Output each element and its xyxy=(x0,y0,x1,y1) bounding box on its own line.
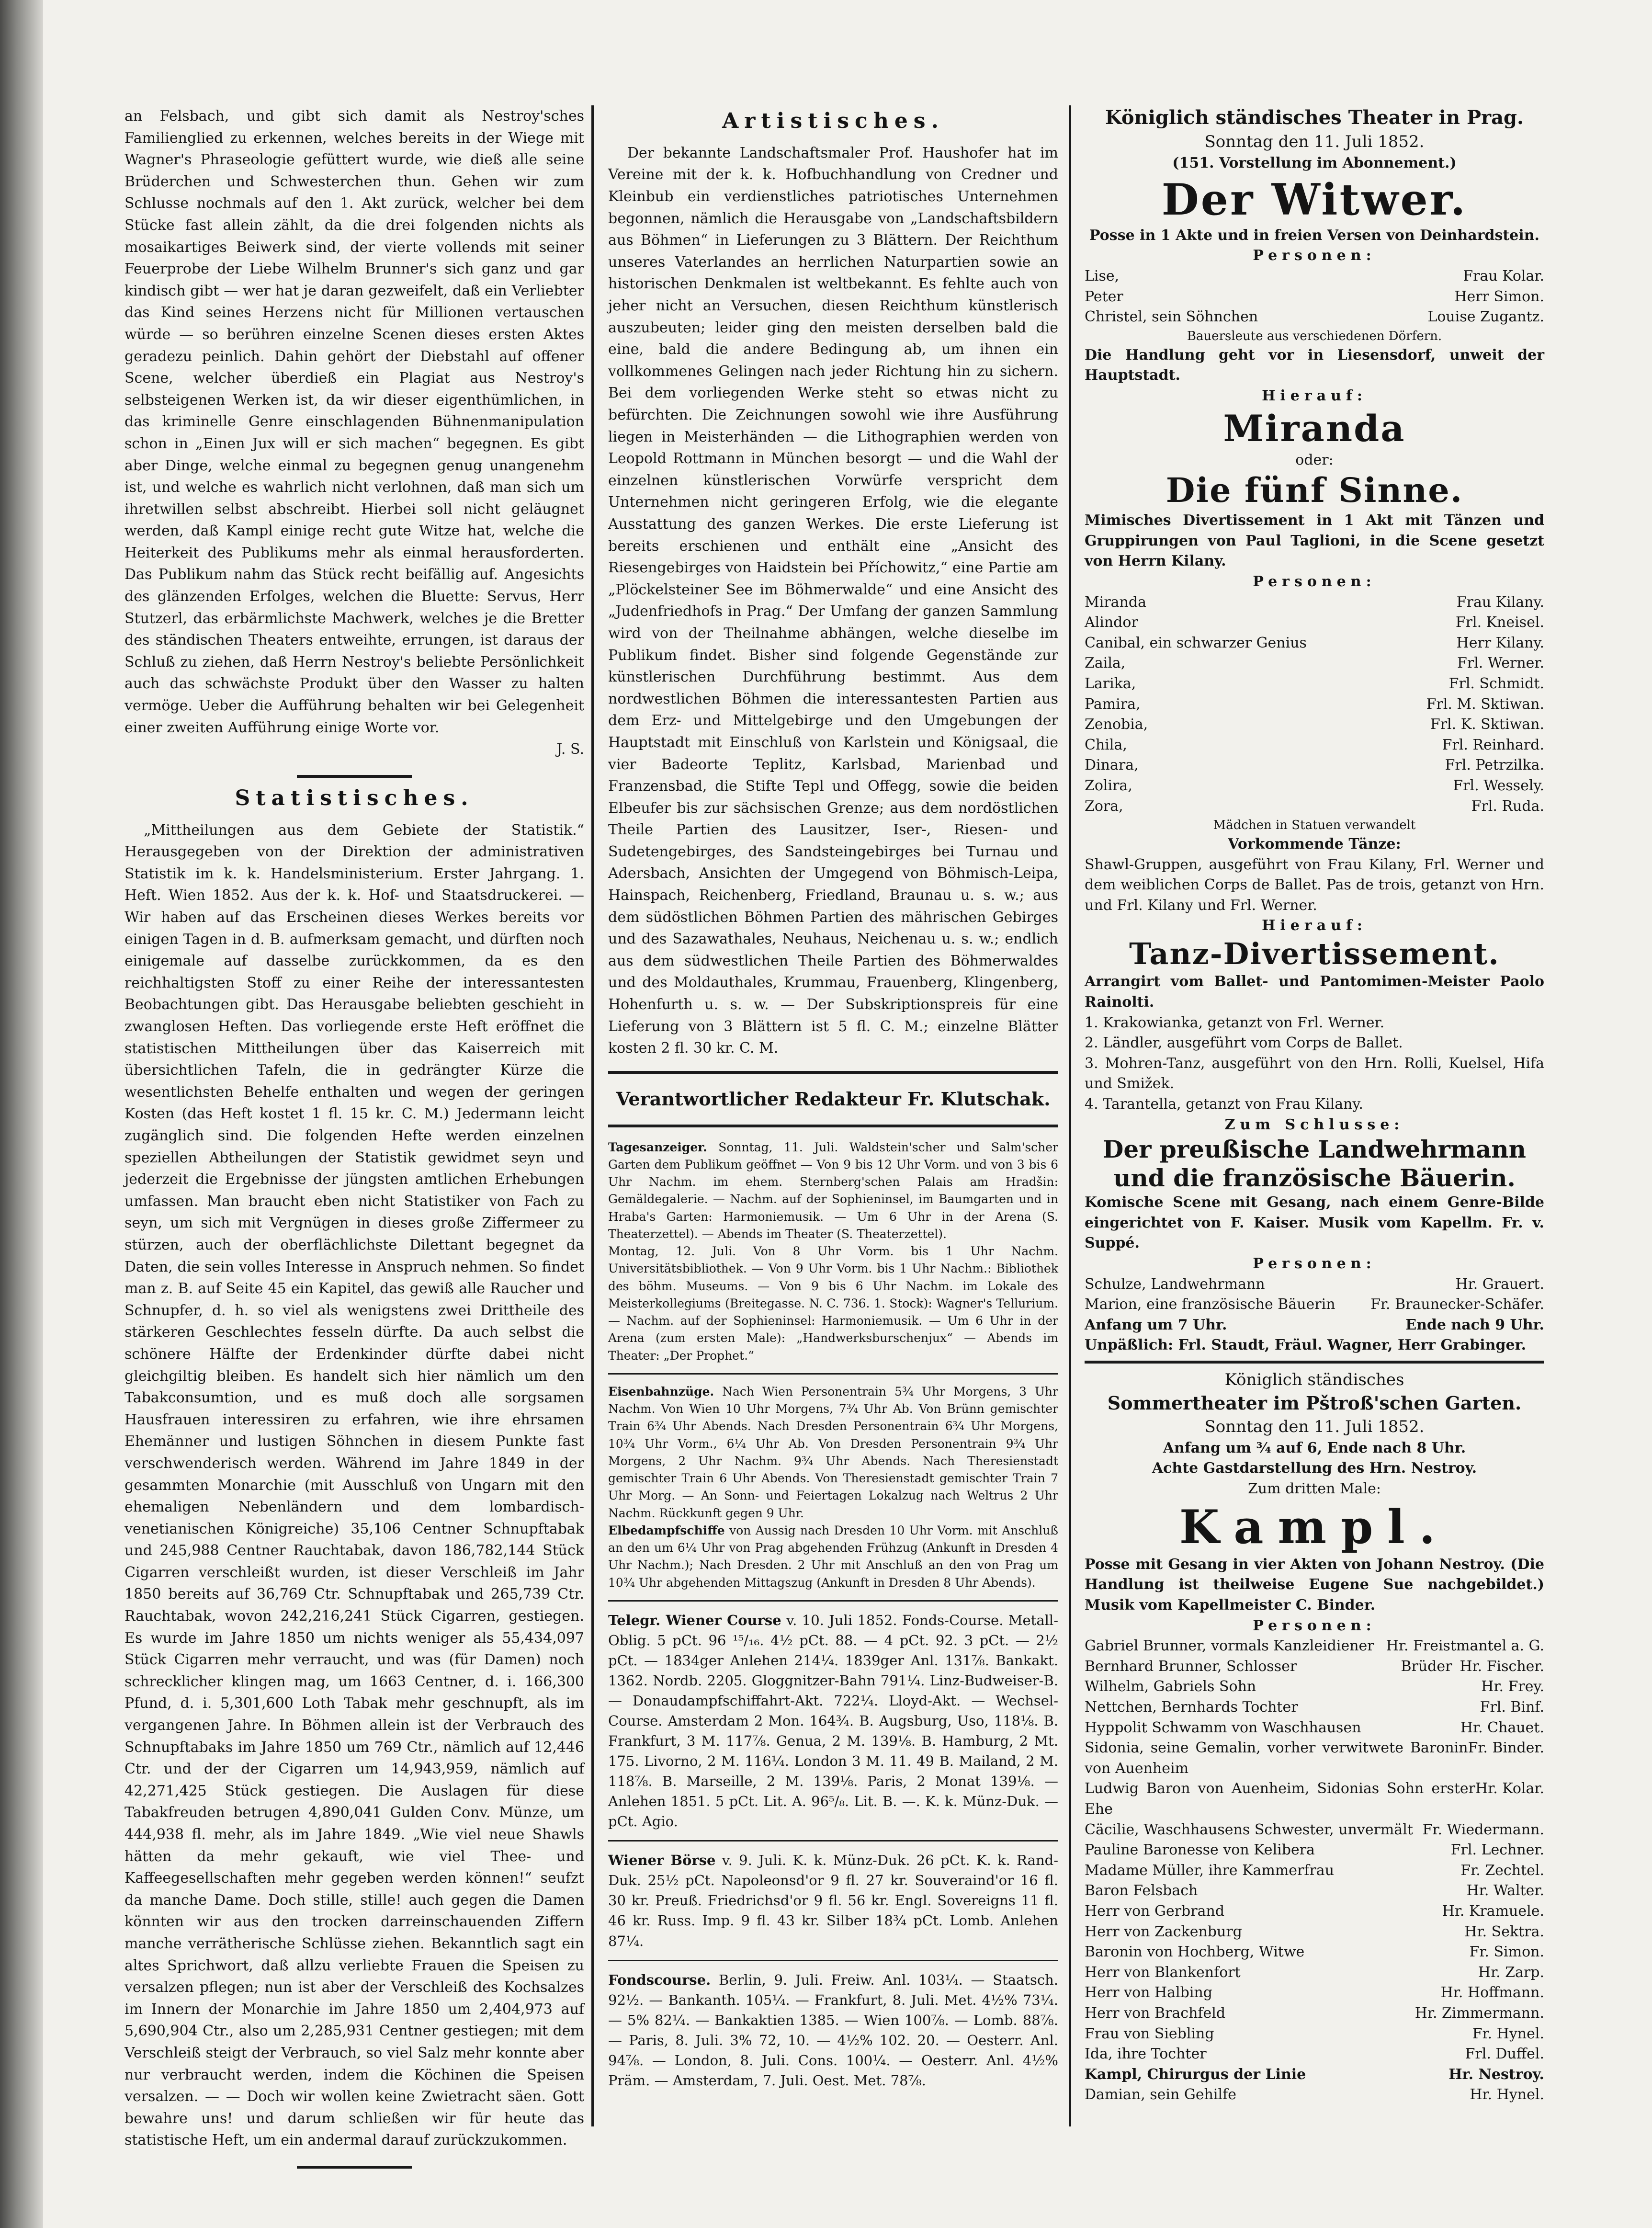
role: Frau von Siebling xyxy=(1085,2025,1214,2042)
cast-row xyxy=(1085,1295,1544,1315)
play-title-kampl: Kampl. xyxy=(1179,1500,1450,1554)
actor: Frau Kilany. xyxy=(1456,593,1544,611)
play-subtitle: Posse in 1 Akte und in freien Versen von Deinhardstein. xyxy=(1089,227,1539,244)
actor: Hr. Kolar. xyxy=(1475,1780,1544,1797)
role: Baronin von Hochberg, Witwe xyxy=(1085,1944,1305,1961)
cast-row xyxy=(1085,613,1544,633)
role: Miranda xyxy=(1085,593,1146,611)
role: Zora, xyxy=(1085,797,1123,815)
role: Hyppolit Schwamm von Waschhausen xyxy=(1085,1719,1361,1736)
cast-row xyxy=(1085,796,1544,817)
book-spine-shadow xyxy=(0,0,43,2228)
section-title-artistik: Artistisches. xyxy=(722,109,944,133)
divider xyxy=(1085,1361,1544,1364)
cast-row xyxy=(1085,2065,1544,2085)
role: Baron Felsbach xyxy=(1085,1882,1198,1899)
cast-row xyxy=(1085,1901,1544,1922)
cast-row xyxy=(1085,755,1544,776)
actor: Hr. Chauet. xyxy=(1460,1719,1544,1736)
play-title-landwehrmann: Der preußische Landwehrmann und die französische Bäuerin. xyxy=(1103,1135,1526,1193)
actor: Hr. Frey. xyxy=(1481,1678,1544,1695)
actor: Hr. Nestroy. xyxy=(1448,2066,1544,2083)
divider xyxy=(608,1125,1058,1127)
wiener-course xyxy=(608,1610,1058,1832)
role: Larika, xyxy=(1085,675,1136,693)
hierauf-label: Hierauf: xyxy=(1262,917,1367,934)
wiener-course-text: v. 10. Juli 1852. Fonds-Course. Metall-Oblig. 5 pCt. 96 ¹⁵/₁₆. 4½ pCt. 88. — 4 pCt. 92. 3 pCt. — 2½ pCt. — 1834ger Anlehen 214¼. 1839ger Anl. 131⅞. Bankakt. 1362. Nordb. 2205. Gloggnitzer-Bahn 791¼. Linz-Budweiser-B. — Donaudampfschiffahrt-Akt. 722¼. Lloyd-Akt. — Wechsel-Course. Amsterdam 2 Mon. 164¾. B. Augsburg, Uso, 118⅛. B. Frankfurt, 3 M. 117⅞. Genua, 2 M. 139⅛. B. Hamburg, 2 Mt. 175. Livorno, 2 M. 116¼. London 3 M. 11. 49 B. Mailand, 2 M. 118⅞. B. Marseille, 2 M. 139⅛. Paris, 2 Monat 139⅛. — Anlehen 1851. 5 pCt. Lit. A. 96⁵/₈. Lit. B. —. K. k. Münz-Duk. — pCt. Agio. xyxy=(608,1612,1058,1830)
actor: Hr. Hynel. xyxy=(1470,2086,1544,2103)
role: Cäcilie, Waschhausens Schwester, unvermält xyxy=(1085,1821,1413,1838)
fondscourse-text: Berlin, 9. Juli. Freiw. Anl. 103¼. — Staatsch. 92½. — Bankanth. 105¼. — Frankfurt, 8. Juli. Met. 4½% 73¼. — 5% 82¼. — Bankaktien 1385. — Wien 100⅞. — Lomb. 88⅞. — Paris, 8. Juli. 3% 72, 10. — 4½% 102. 20. — Oesterr. Anl. 94⅞. — London, 8. Juli. Cons. 100¼. — Oesterr. Anl. 4½% Präm. — Amsterdam, 7. Juli. Oest. Met. 78⅞. xyxy=(608,1971,1058,2089)
role: Damian, sein Gehilfe xyxy=(1085,2086,1236,2103)
play-subtitle: Komische Scene mit Gesang, nach einem Genre-Bilde eingerichtet von F. Kaiser. Musik vom Kapellm. Fr. v. Suppé. xyxy=(1085,1194,1544,1252)
column-right xyxy=(1085,105,1544,2105)
role: Peter xyxy=(1085,288,1123,305)
column-left xyxy=(124,105,584,2173)
divider xyxy=(608,1373,1058,1375)
cast-heading: Personen: xyxy=(1253,573,1376,591)
role: Chila, xyxy=(1085,736,1127,753)
role: Ludwig Baron von Auenheim, Sidonias Sohn erster Ehe xyxy=(1085,1780,1475,1818)
play-subtitle: Arrangirt vom Ballet- und Pantomimen-Meister Paolo Rainolti. xyxy=(1085,973,1544,1011)
divider xyxy=(608,1071,1058,1074)
actor: Fr. Binder. xyxy=(1468,1739,1544,1757)
cast-note: Bauersleute aus verschiedenen Dörfern. xyxy=(1187,329,1442,343)
montag-text: Montag, 12. Juli. Von 8 Uhr Vorm. bis 1 Uhr Nachm. Universitätsbibliothek. — Von 9 Uhr Vorm. bis 1 Uhr Nachm.: Bibliothek des böhm. Museums. — Von 9 bis 6 Uhr Nachm. im Lokale des Meisterkollegiums (Breitegasse. N. C. 736. 1. Stock): Wagner's Tellurium. — Nachm. auf der Sophieninsel: Harmoniemusik. — Um 6 Uhr in der Arena (zum ersten Male): „Handwerksburschenjux“ — Abends im Theater: „Der Prophet.“ xyxy=(608,1244,1058,1363)
dances-text: Shawl-Gruppen, ausgeführt von Frau Kilany, Frl. Werner und dem weiblichen Corps de Ballet. Pas de trois, getanzt von Hrn. und Frl. Kilany und Frl. Werner. xyxy=(1085,856,1544,914)
actor: Frau Kolar. xyxy=(1463,268,1544,285)
role: Pamira, xyxy=(1085,695,1141,713)
cast-heading: Personen: xyxy=(1253,1255,1376,1272)
role: Ida, ihre Tochter xyxy=(1085,2046,1207,2063)
column-rule-1 xyxy=(591,105,594,2126)
tagesanzeiger xyxy=(608,1139,1058,1243)
role: Madame Müller, ihre Kammerfrau xyxy=(1085,1862,1335,1879)
role: Herr von Halbing xyxy=(1085,1984,1212,2001)
fondscourse-lead: Fondscourse. xyxy=(608,1971,711,1988)
role: Pauline Baronesse von Kelibera xyxy=(1085,1842,1315,1859)
actor: Fr. Braunecker-Schäfer. xyxy=(1370,1296,1544,1313)
role: Dinara, xyxy=(1085,757,1139,774)
actor: Herr Simon. xyxy=(1454,288,1544,305)
actor: Fr. Simon. xyxy=(1469,1944,1544,1961)
role: Gabriel Brunner, vormals Kanzleidiener xyxy=(1085,1637,1374,1655)
cast-row xyxy=(1085,1840,1544,1861)
dance-item: 1. Krakowianka, getanzt von Frl. Werner. xyxy=(1085,1014,1385,1031)
wiener-boerse xyxy=(608,1850,1058,1951)
actor: Frl. Schmidt. xyxy=(1448,675,1544,693)
cast-row xyxy=(1085,1922,1544,1943)
actor: Hr. Walter. xyxy=(1466,1882,1544,1899)
role: Christel, sein Söhnchen xyxy=(1085,308,1258,326)
cast-heading: Personen: xyxy=(1253,247,1376,264)
actor: Louise Zugantz. xyxy=(1427,308,1544,326)
role: Wilhelm, Gabriels Sohn xyxy=(1085,1678,1256,1695)
actor: Hr. Sektra. xyxy=(1464,1923,1544,1940)
cast-row xyxy=(1085,1881,1544,1901)
actor: Frl. Ruda. xyxy=(1471,797,1544,815)
wiener-boerse-text: v. 9. Juli. K. k. Münz-Duk. 26 pCt. K. k. Rand-Duk. 25½ pCt. Napoleonsd'or 9 fl. 27 kr. Souveraind'or 16 fl. 30 kr. Preuß. Friedrichsd'or 9 fl. 56 kr. Engl. Sovereigns 11 fl. 46 kr. Russ. Imp. 9 fl. 43 kr. Silber 18¾ pCt. Lomb. Anlehen 87¼. xyxy=(608,1852,1059,1949)
start-time: Anfang um 7 Uhr. xyxy=(1085,1316,1227,1333)
abonnement-note: (151. Vorstellung im Abonnement.) xyxy=(1172,155,1457,172)
cast-note: Mädchen in Statuen verwandelt xyxy=(1213,818,1416,833)
cast-row xyxy=(1085,1779,1544,1819)
column-middle xyxy=(608,105,1058,2091)
tagesanzeiger-lead: Tagesanzeiger. xyxy=(608,1140,707,1154)
role: Zenobia, xyxy=(1085,716,1148,733)
review-signature: J. S. xyxy=(556,741,584,758)
cast-row xyxy=(1085,592,1544,613)
guest-note: Achte Gastdarstellung des Hrn. Nestroy. xyxy=(1152,1460,1477,1477)
review-paragraph: an Felsbach, und gibt sich damit als Nestroy'sches Familienglied zu erkennen, welches bereits in der Wiege mit Wagner's Phraseologie gefüttert wurde, wie dieß alle seine Brüderchen und Schwesterchen thun. Gehen wir zum Schlusse nochmals auf den 1. Akt zurück, welcher bei dem Stücke fast allein zählt, da die drei folgenden nichts als mosaikartiges Beiwerk sind, der vierte vollends mit seiner Feuerprobe der Liebe Wilhelm Brunner's sich ganz und gar kindisch gibt — wer hat je daran gezweifelt, daß ein Verliebter das Kind seines Herzens nicht für Millionen vertauschen würde — so berühren einzelne Scenen dieses ersten Aktes geradezu peinlich. Dahin gehört der Diebstahl auf offener Scene, welcher überdieß ein Plagiat aus Nestroy's selbsteigenen Werken ist, da wir dieser eigenthümlichen, in das kriminelle Genre einschlagenden Bühnenmanipulation schon in „Einen Jux will er sich machen“ begegnen. Es gibt aber Dinge, welche einmal zu begegnen genug unangenehm ist, und welche es wahrlich nicht verlohnen, daß man sich um ihretwillen selbst abschreibt. Hierbei soll nicht geläugnet werden, daß Kampl einige recht gute Witze hat, welche die Heiterkeit des Publikums mehr als einmal herausforderten. Das Publikum nahm das Stück recht beifällig auf. Angesichts des glänzenden Erfolges, welchen die Bluette: Servus, Herr Stutzerl, das erbärmlichste Machwerk, welches je die Bretter des ständischen Theaters entweihte, errungen, ist daraus der Schluß zu ziehen, daß Herrn Nestroy's beliebte Persönlichkeit auch das schwächste Produkt über den Wasser zu halten vermöge. Ueber die Aufführung behalten wir bei Gelegenheit einer zweiten Aufführung einige Worte vor. xyxy=(124,108,584,736)
schluss-label: Zum Schlusse: xyxy=(1224,1116,1404,1133)
dance-item: 2. Ländler, ausgeführt vom Corps de Ballet. xyxy=(1085,1034,1403,1052)
actor: Hr. Freistmantel a. G. xyxy=(1386,1637,1544,1655)
elbe-lead: Elbedampfschiffe xyxy=(608,1523,725,1537)
oder-label: oder: xyxy=(1295,451,1334,468)
actor: Frl. Wessely. xyxy=(1453,777,1544,795)
eisenbahn-lead: Eisenbahnzüge. xyxy=(608,1384,714,1398)
role: Herr von Zackenburg xyxy=(1085,1923,1242,1940)
actor: Hr. Fischer. xyxy=(1460,1658,1544,1675)
cast-row xyxy=(1085,1697,1544,1718)
actor: Herr Kilany. xyxy=(1456,634,1544,651)
tagesanzeiger-text: Sonntag, 11. Juli. Waldstein'scher und Salm'scher Garten dem Publikum geöffnet — Von 9 bis 12 Uhr Vorm. und von 3 bis 6 Uhr Nachm. im ehem. Sternberg'schen Palais am Hradšin: Gemäldegalerie. — Nachm. auf der Sophieninsel, im Baumgarten und in Hraba's Garten: Harmoniemusik. — Um 6 Uhr in der Arena (S. Theaterzettel). — Abends im Theater (S. Theaterzettel). xyxy=(608,1140,1058,1241)
role: Marion, eine französische Bäuerin xyxy=(1085,1296,1335,1313)
dances-heading: Vorkommende Tänze: xyxy=(1228,836,1401,853)
elbe xyxy=(608,1522,1058,1591)
third-time-note: Zum dritten Male: xyxy=(1247,1480,1381,1498)
actor: Fr. Hynel. xyxy=(1472,2025,1544,2042)
actor: Hr. Zimmermann. xyxy=(1414,2004,1544,2022)
divider xyxy=(608,1840,1058,1842)
time-row xyxy=(1085,1315,1544,1336)
performance-date: Sonntag den 11. Juli 1852. xyxy=(1204,132,1425,151)
section-title-statistik: Statistisches. xyxy=(235,785,474,810)
cast-row xyxy=(1085,715,1544,735)
cast-row xyxy=(1085,674,1544,694)
actor: Fr. Wiedermann. xyxy=(1422,1821,1544,1838)
play-title-sinne: Die fünf Sinne. xyxy=(1165,470,1463,511)
wiener-boerse-lead: Wiener Börse xyxy=(608,1852,716,1869)
cast-heading: Personen: xyxy=(1253,1617,1376,1634)
cast-row xyxy=(1085,287,1544,307)
actor: Frl. Petrzilka. xyxy=(1445,757,1544,774)
role: Herr von Brachfeld xyxy=(1085,2004,1226,2022)
hierauf-label: Hierauf: xyxy=(1262,387,1367,404)
actor: Frl. Werner. xyxy=(1457,655,1544,672)
cast-row xyxy=(1085,1274,1544,1295)
actor: Hr. Hoffmann. xyxy=(1440,1984,1544,2001)
role: Sidonia, seine Gemalin, vorher verwitwete Baronin von Auenheim xyxy=(1085,1739,1468,1777)
role: Nettchen, Bernhards Tochter xyxy=(1085,1699,1298,1716)
cast-row xyxy=(1085,1861,1544,1881)
notices xyxy=(608,1139,1058,2091)
actor: Frl. Lechner. xyxy=(1450,1842,1544,1859)
role: Alindor xyxy=(1085,614,1138,631)
actor: Frl. Reinhard. xyxy=(1442,736,1544,753)
cast-row xyxy=(1085,1942,1544,1963)
performance-date: Sonntag den 11. Juli 1852. xyxy=(1204,1417,1425,1436)
section-end-rule xyxy=(297,2166,412,2169)
play-subtitle: Mimisches Divertissement in 1 Akt mit Tänzen und Gruppirungen von Paul Taglioni, in die Scene gesetzt von Herrn Kilany. xyxy=(1085,512,1544,570)
cast-row xyxy=(1085,633,1544,654)
cast-row xyxy=(1085,1718,1544,1739)
role: Lise, xyxy=(1085,268,1120,285)
cast-row xyxy=(1085,1657,1544,1677)
role: Zaila, xyxy=(1085,655,1126,672)
actor: Fr. Zechtel. xyxy=(1460,1862,1544,1879)
fondscourse xyxy=(608,1970,1058,2091)
cast-row xyxy=(1085,776,1544,796)
cast-row xyxy=(1085,1820,1544,1841)
role: Herr von Blankenfort xyxy=(1085,1964,1241,1981)
theater-name: Königlich ständisches Theater in Prag. xyxy=(1105,106,1524,129)
play-title-witwer: Der Witwer. xyxy=(1161,174,1468,225)
play-subtitle: Posse mit Gesang in vier Akten von Johann Nestroy. (Die Handlung ist theilweise Eugene Sue nachgebildet.) Musik vom Kapellmeister C. Binder. xyxy=(1085,1556,1544,1614)
statistik-paragraph: „Mittheilungen aus dem Gebiete der Statistik.“ Herausgegeben von der Direktion der administrativen Statistik im k. k. Handelsministerium. Erster Jahrgang. 1. Heft. Wien 1852. Aus der k. k. Hof- und Staatsdruckerei. — Wir haben auf das Erscheinen dieses Werkes bereits vor einigen Tagen in d. B. aufmerksam gemacht, und dürften noch einigemale auf dasselbe zurückkommen, da es den reichhaltigsten Stoff zu einer Reihe der interessantesten Beobachtungen gibt. Das Herausgabe beliebten geschieht in zwanglosen Heften. Das vorliegende erste Heft eröffnet die statistischen Mittheilungen über das Kaiserreich mit übersichtlichen Tafeln, die in gedrängter Kürze die wesentlichsten Behelfe enthalten und wegen der geringen Kosten (das Heft kostet 1 fl. 15 kr. C. M.) Jedermann leicht zugänglich sind. Die folgenden Hefte werden einzelnen speziellen Abtheilungen der Statistik gewidmet seyn und jederzeit die Ergebnisse der jüngsten amtlichen Erhebungen umfassen. Man braucht eben nicht Statistiker von Fach zu seyn, um sich mit Vergnügen in dieses große Ziffermeer zu stürzen, auch der oberflächlichste Dilettant begegnet da Daten, die sein volles Interesse in Anspruch nehmen. So findet man z. B. auf Seite 45 ein Kapitel, das gewiß alle Raucher und Schnupfer, d. h. so viel als wenigstens zwei Drittheile des stärkeren Geschlechtes fesseln dürfte. Da auch selbst die schönere Hälfte der Erdenkinder dürfte dabei nicht gleichgiltig bleiben. Es handelt sich hier nämlich um den Tabakconsumtion, und es muß doch alle sorgsamen Hausfrauen interessiren zu erfahren, wie ihre ehrsamen Ehemänner und lustigen Söhnchen in diesem Punkte fast verschwenderisch werden. Während im Jahre 1849 in der gesammten Monarchie (mit Ausschluß von Ungarn mit den ehemaligen Nebenländern und dem lombardisch-venetianischen Königreiche) 35,106 Centner Schnupftabak und 245,988 Centner Rauchtabak, davon 186,782,144 Stück Cigarren verschleißt wurden, ist dieser Verschleiß im Jahr 1850 bereits auf 36,769 Ctr. Schnupftabak und 265,739 Ctr. Rauchtabak, wovon 242,216,241 Stück Cigarren, gestiegen. Es wurde im Jahre 1850 um nichts weniger als 55,434,097 Stück Cigarren mehr verraucht, und was (für Damen) noch schrecklicher klingen mag, um 1663 Centner, d. i. 166,300 Pfund, d. i. 5,301,600 Loth Tabak mehr geschnupft, als im vergangenen Jahre. In Böhmen allein ist der Verbrauch des Schnupftabaks im Jahre 1850 um 769 Ctr., nämlich auf 12,446 Ctr. und der der Cigarren um 14,943,959, nämlich auf 42,271,425 Stück gestiegen. Die Auslagen für diese Tabakfreuden betrugen 4,890,041 Gulden Conv. Münze, um 444,938 fl. mehr, als im Jahre 1849. „Wie viel neue Shawls hätten da mehr gekauft, wie viel Thee- und Kaffeegesellschaften mehr gegeben werden können!“ seufzt da manche Dame. Doch stille, stille! auch gegen die Damen könnten wir aus den trocken darreinschauenden Ziffern manche verrätherische Schlüsse ziehen. Bekanntlich sagt ein altes Sprichwort, daß allzu verliebte Frauen die Speisen zu versalzen pflegen; nun ist aber der Verschleiß des Kochsalzes im Innern der Monarchie im Jahre 1850 um 2,404,973 auf 5,690,904 Ctr., also um 2,285,931 Centner gestiegen; mit dem Verschleiß steigt der Verbrauch, so viel Salz mehr konnte aber nur verbraucht werden, indem die Köchinen die Speisen versalzen. — — Doch wir wollen keine Zwietracht säen. Gott bewahre uns! und darum schließen wir für heute das statistische Heft, um ein andermal darauf zurückzukommen. xyxy=(124,821,584,2149)
role: Herr von Gerbrand xyxy=(1085,1902,1225,1920)
artistik-paragraph: Der bekannte Landschaftsmaler Prof. Haushofer hat im Vereine mit der k. k. Hofbuchhandlung von Credner und Kleinbub ein verdienstliches patriotisches Unternehmen begonnen, nämlich die Herausgabe von „Landschaftsbildern aus Böhmen“ in Lieferungen zu 3 Blättern. Der Reichthum unseres Vaterlandes an herrlichen Naturpartien sowie an historischen Denkmalen ist weltbekannt. Es fehlte auch von jeher nicht an Versuchen, diesen Reichthum künstlerisch auszubeuten; leider ging den meisten derselben bald die eine, bald die andere Bedingung ab, um ihnen ein vollkommenes Gelingen nach jeder Richtung hin zu sichern. Bei dem vorliegenden Werke steht so etwas nicht zu befürchten. Die Zeichnungen sowohl wie ihre Ausführung liegen in Meisterhänden — die Lithographien werden von Leopold Rottmann in München besorgt — und die Wahl der einzelnen künstlerischen Vorwürfe verspricht dem Unternehmen nicht geringeren Erfolg, wie die elegante Ausstattung des ganzen Werkes. Die erste Lieferung ist bereits erschienen und enthält eine „Ansicht des Riesengebirges von Haidstein bei Příchowitz,“ eine Partie am „Plöckelsteiner See im Böhmerwalde“ und eine Ansicht des „Judenfriedhofs in Prag.“ Der Umfang der ganzen Sammlung wird von der Theilnahme abhängen, welche dieselbe im Publikum findet. Bisher sind folgende Gegenstände zur künstlerischen Durchführung bestimmt. Aus dem nordwestlichen Böhmen die interessantesten Partien aus dem Erz- und Mittelgebirge und den Umgebungen der Hauptstadt mit Einschluß von Karlstein und Königsaal, die vier Badeorte Teplitz, Karlsbad, Marienbad und Franzensbad, die Stifte Tepl und Offegg, sowie die beiden Elbeufer bis zur sächsischen Grenze; aus dem nordöstlichen Theile Partien des Lausitzer, Iser-, Riesen- und Sudetengebirges, des Sandsteingebirges bei Turnau und Adersbach, Ansichten der Umgegend von Böhmisch-Leipa, Hainspach, Reichenberg, Friedland, Braunau u. s. w.; aus dem südöstlichen Böhmen Partien des mährischen Gebirges und des Sazawathales, Neuhaus, Neichenau u. s. w.; endlich aus dem südwestlichen Theile Partien des Böhmerwaldes und des Moldauthales, Krummau, Frauenberg, Klingenberg, Hohenfurth u. s. w. — Der Subskriptionspreis für eine Lieferung von 3 Blättern ist 5 fl. C. M.; einzelne Blätter kosten 2 fl. 30 kr. C. M. xyxy=(608,144,1058,1057)
cast-row xyxy=(1085,266,1544,287)
eisenbahn xyxy=(608,1383,1058,1522)
actor: Frl. Binf. xyxy=(1480,1699,1544,1716)
actor: Frl. M. Sktiwan. xyxy=(1426,695,1544,713)
cast-row xyxy=(1085,307,1544,328)
cast-row xyxy=(1085,653,1544,674)
setting-note: Die Handlung geht vor in Liesensdorf, unweit der Hauptstadt. xyxy=(1085,346,1544,384)
actor: Hr. Grauert. xyxy=(1455,1275,1544,1293)
cast-row xyxy=(1085,2003,1544,2024)
section-divider xyxy=(297,775,412,778)
cast-row xyxy=(1085,1963,1544,1983)
role: Bernhard Brunner, Schlosser xyxy=(1085,1658,1297,1675)
end-time: Ende nach 9 Uhr. xyxy=(1405,1316,1544,1333)
play-title-tanz: Tanz-Divertissement. xyxy=(1129,936,1500,972)
eisenbahn-text: Nach Wien Personentrain 5¾ Uhr Morgens, 3 Uhr Nachm. Von Wien 10 Uhr Morgens, 7¾ Uhr Ab. Von Brünn gemischter Train 6¾ Uhr Abends. Nach Dresden Personentrain 6¾ Uhr Morgens, 10¾ Uhr Vorm., 6¼ Uhr Ab. Von Dresden Personentrain 9¾ Uhr Morgens, 2 Uhr Nachm. 9¾ Uhr Abends. Nach Theresienstadt gemischter Train 6 Uhr Abends. Von Theresienstadt gemischter Train 7 Uhr Morg. — An Sonn- und Feiertagen Lokalzug nach Weltrus 2 Uhr Nachm. Rückkunft gegen 9 Uhr. xyxy=(608,1384,1058,1520)
cast-row xyxy=(1085,2044,1544,2065)
actor: Frl. Duffel. xyxy=(1465,2046,1544,2063)
elbe-text: von Aussig nach Dresden 10 Uhr Vorm. mit Anschluß an den um 6¼ Uhr von Prag abgehenden Frühzug (Ankunft in Dresden 4 Uhr Nachm.); Nach Dresden. 2 Uhr mit Anschluß an den von Prag um 10¾ Uhr abgehenden Mittagszug (Ankunft in Dresden 8 Uhr Abends). xyxy=(608,1523,1058,1590)
wiener-course-lead: Telegr. Wiener Course xyxy=(608,1612,781,1628)
divider xyxy=(608,1960,1058,1961)
actor: Frl. Kneisel. xyxy=(1455,614,1544,631)
actor: Frl. K. Sktiwan. xyxy=(1430,716,1544,733)
brothers-note: Brüder xyxy=(1401,1658,1452,1675)
role: Kampl, Chirurgus der Linie xyxy=(1085,2066,1306,2083)
actor: Hr. Zarp. xyxy=(1478,1964,1544,1981)
cast-row xyxy=(1085,735,1544,756)
dance-item: 4. Tarantella, getanzt von Frau Kilany. xyxy=(1085,1096,1363,1113)
cast-row xyxy=(1085,2024,1544,2045)
editor-line: Verantwortlicher Redakteur Fr. Klutschak. xyxy=(616,1088,1051,1110)
cast-row xyxy=(1085,1738,1544,1779)
actor: Hr. Kramuele. xyxy=(1442,1902,1544,1920)
sommer-theater-line2: Sommertheater im Pštroß'schen Garten. xyxy=(1107,1392,1522,1414)
role: Schulze, Landwehrmann xyxy=(1085,1275,1265,1293)
role: Zolira, xyxy=(1085,777,1132,795)
cast-row xyxy=(1085,1636,1544,1657)
sommer-theater-line1: Königlich ständisches xyxy=(1224,1370,1404,1389)
role: Canibal, ein schwarzer Genius xyxy=(1085,634,1307,651)
cast-row xyxy=(1085,1677,1544,1697)
cast-row xyxy=(1085,2085,1544,2105)
cast-row xyxy=(1085,694,1544,715)
play-title-miranda: Miranda xyxy=(1223,407,1406,450)
start-end-note: Anfang um ¾ auf 6, Ende nach 8 Uhr. xyxy=(1163,1439,1466,1456)
column-rule-2 xyxy=(1069,105,1071,2126)
cast-row xyxy=(1085,1983,1544,2003)
unwell-note: Unpäßlich: Frl. Staudt, Fräul. Wagner, Herr Grabinger. xyxy=(1085,1337,1527,1354)
divider xyxy=(608,1600,1058,1602)
dance-item: 3. Mohren-Tanz, ausgeführt von den Hrn. Rolli, Kuelsel, Hifa und Smižek. xyxy=(1085,1055,1544,1092)
